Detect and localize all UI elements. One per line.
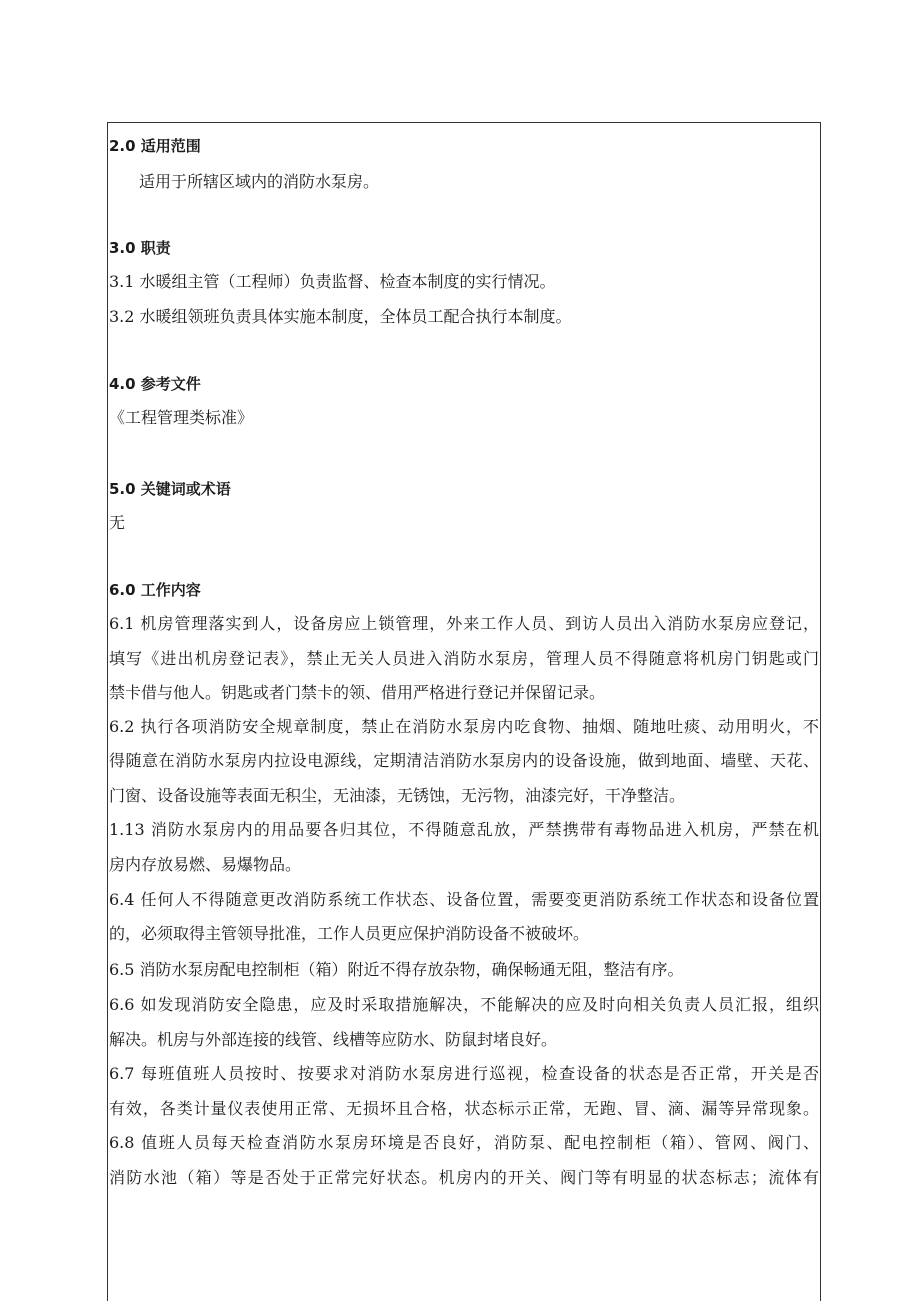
section-3-item: 3.1 水暖组主管（工程师）负责监督、检查本制度的实行情况。 (109, 272, 556, 291)
section-6-line: 填写《进出机房登记表》，禁止无关人员进入消防水泵房，管理人员不得随意将机房门钥匙或门 (109, 649, 819, 668)
section-4-heading: 4.0 参考文件 (109, 375, 201, 393)
section-6-line: 的，必须取得主管领导批准，工作人员更应保护消防设备不被破坏。 (109, 924, 590, 943)
document-frame (107, 122, 821, 1301)
section-6-line: 6.2 执行各项消防安全规章制度，禁止在消防水泵房内吃食物、抽烟、随地吐痰、动用明火，不 (109, 717, 819, 736)
section-6-heading: 6.0 工作内容 (109, 581, 201, 599)
section-6-line: 6.6 如发现消防安全隐患，应及时采取措施解决，不能解决的应及时向相关负责人员汇报，组织 (109, 995, 819, 1014)
section-6-line: 消防水池（箱）等是否处于正常完好状态。机房内的开关、阀门等有明显的状态标志；流体有 (109, 1168, 819, 1187)
section-6-line: 6.7 每班值班人员按时、按要求对消防水泵房进行巡视，检查设备的状态是否正常，开关是否 (109, 1064, 819, 1083)
section-6-line: 1.13 消防水泵房内的用品要各归其位，不得随意乱放，严禁携带有毒物品进入机房，严禁在机 (109, 820, 819, 839)
section-3-heading: 3.0 职责 (109, 239, 171, 257)
section-5-heading: 5.0 关键词或术语 (109, 480, 231, 498)
section-6-line: 6.5 消防水泵房配电控制柜（箱）附近不得存放杂物，确保畅通无阻，整洁有序。 (109, 960, 684, 979)
section-6-line: 禁卡借与他人。钥匙或者门禁卡的领、借用严格进行登记并保留记录。 (109, 683, 606, 702)
section-6-line: 有效，各类计量仪表使用正常、无损坏且合格，状态标示正常，无跑、冒、滴、漏等异常现象。 (109, 1099, 819, 1118)
section-6-line: 6.8 值班人员每天检查消防水泵房环境是否良好，消防泵、配电控制柜（箱）、管网、阀门、 (109, 1133, 819, 1152)
section-6-line: 门窗、设备设施等表面无积尘，无油漆，无锈蚀，无污物，油漆完好，干净整洁。 (109, 786, 686, 805)
section-6-line: 6.4 任何人不得随意更改消防系统工作状态、设备位置，需要变更消防系统工作状态和设备位置 (109, 890, 819, 909)
section-6-line: 6.1 机房管理落实到人，设备房应上锁管理，外来工作人员、到访人员出入消防水泵房应登记， (109, 614, 819, 633)
section-2-body: 适用于所辖区域内的消防水泵房。 (139, 172, 380, 191)
section-5-body: 无 (109, 513, 126, 532)
section-6-line: 解决。机房与外部连接的线管、线槽等应防水、防鼠封堵良好。 (109, 1030, 558, 1049)
section-4-body: 《工程管理类标准》 (109, 408, 254, 427)
section-2-heading: 2.0 适用范围 (109, 137, 201, 155)
section-3-item: 3.2 水暖组领班负责具体实施本制度，全体员工配合执行本制度。 (109, 307, 572, 326)
section-6-line: 房内存放易燃、易爆物品。 (109, 855, 302, 874)
section-6-line: 得随意在消防水泵房内拉设电源线，定期清洁消防水泵房内的设备设施，做到地面、墙壁、天花、 (109, 751, 819, 770)
